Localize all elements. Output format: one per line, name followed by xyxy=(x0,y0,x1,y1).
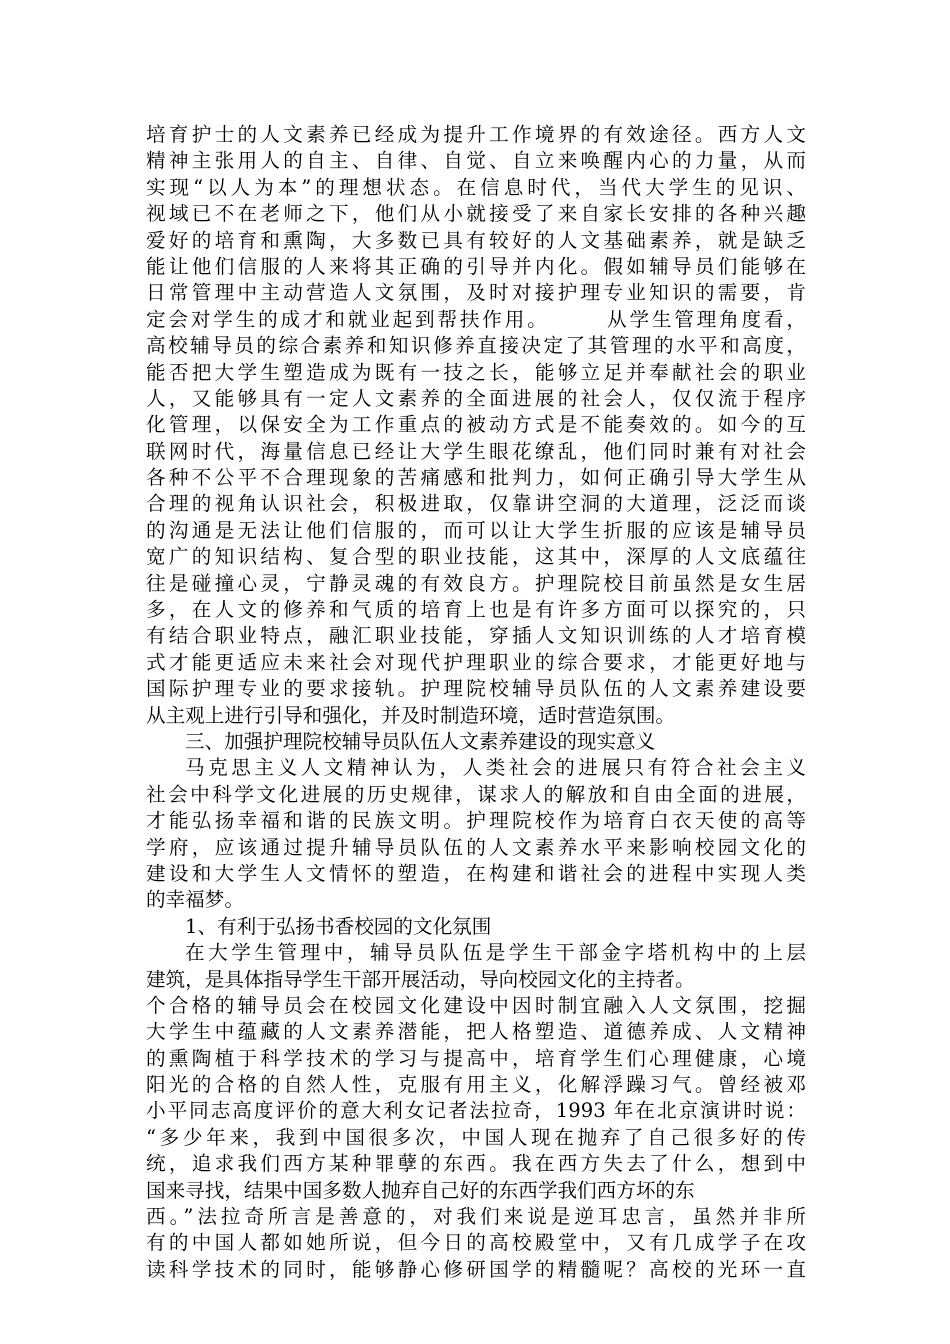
body-text-line: 的沟通是无法让他们信服的，而可以让大学生折服的应该是辅导员 xyxy=(146,518,806,542)
body-text-line: 的熏陶植于科学技术的学习与提高中，培育学生们心理健康，心境 xyxy=(146,1046,806,1070)
body-text-line: 视域已不在老师之下，他们从小就接受了来自家长安排的各种兴趣 xyxy=(146,202,806,226)
document-body xyxy=(146,122,806,1283)
section-heading: 1、有利于弘扬书香校园的文化氛围 xyxy=(185,914,492,938)
body-text-line: 马克思主义人文精神认为，人类社会的进展只有符合社会主义 xyxy=(185,756,806,780)
body-text-line: 有的中国人都如她所说，但今日的高校殿堂中，又有几成学子在攻 xyxy=(146,1231,806,1255)
body-text-line: 国来寻找，结果中国多数人抛弃自己好的东西学我们西方坏的东 xyxy=(146,1178,695,1202)
body-text-line: 高校辅导员的综合素养和知识修养直接决定了其管理的水平和高度， xyxy=(146,334,806,358)
body-text-line: 多，在人文的修养和气质的培育上也是有许多方面可以探究的，只 xyxy=(146,598,806,622)
body-text-line: 国际护理专业的要求接轨。护理院校辅导员队伍的人文素养建设要 xyxy=(146,677,806,701)
body-text-line: 精神主张用人的自主、自律、自觉、自立来唤醒内心的力量，从而 xyxy=(146,149,806,173)
body-text-line: 实现“以人为本”的理想状态。在信息时代，当代大学生的见识、 xyxy=(146,175,806,199)
body-text-line: 化管理，以保安全为工作重点的被动方式是不能奏效的。如今的互 xyxy=(146,413,806,437)
body-text-line: 西。”法拉奇所言是善意的，对我们来说是逆耳忠言，虽然并非所 xyxy=(146,1205,806,1229)
body-text-line: 各种不公平不合理现象的苦痛感和批判力，如何正确引导大学生从 xyxy=(146,466,806,490)
body-text-line: “多少年来，我到中国很多次，中国人现在抛弃了自己很多好的传 xyxy=(146,1125,806,1149)
body-text-line: 小平同志高度评价的意大利女记者法拉奇，1993 年在北京演讲时说： xyxy=(146,1099,806,1123)
body-text-line: 个合格的辅导员会在校园文化建设中因时制宜融入人文氛围，挖掘 xyxy=(146,993,806,1017)
body-text-line: 在大学生管理中，辅导员队伍是学生干部金字塔机构中的上层 xyxy=(185,941,806,965)
body-text-line: 读科学技术的同时，能够静心修研国学的精髓呢？高校的光环一直 xyxy=(146,1257,806,1281)
body-text-line: 联网时代，海量信息已经让大学生眼花缭乱，他们同时兼有对社会 xyxy=(146,439,806,463)
body-text-line: 统，追求我们西方某种罪孽的东西。我在西方失去了什么，想到中 xyxy=(146,1152,806,1176)
body-text-line: 人，又能够具有一定人文素养的全面进展的社会人，仅仅流于程序 xyxy=(146,386,806,410)
body-text-line: 宽广的知识结构、复合型的职业技能，这其中，深厚的人文底蕴往 xyxy=(146,545,806,569)
body-text-line: 定会对学生的成才和就业起到帮扶作用。 从学生管理角度看， xyxy=(146,307,806,331)
body-text-line: 能让他们信服的人来将其正确的引导并内化。假如辅导员们能够在 xyxy=(146,254,806,278)
body-text-line: 合理的视角认识社会，积极进取，仅靠讲空洞的大道理，泛泛而谈 xyxy=(146,492,806,516)
body-text-line: 培育护士的人文素养已经成为提升工作境界的有效途径。西方人文 xyxy=(146,123,806,146)
body-text-line: 能否把大学生塑造成为既有一技之长，能够立足并奉献社会的职业 xyxy=(146,360,806,384)
body-text-line: 从主观上进行引导和强化，并及时制造环境，适时营造氛围。 xyxy=(146,703,676,727)
body-text-line: 建设和大学生人文情怀的塑造，在构建和谐社会的进程中实现人类 xyxy=(146,861,806,885)
body-text-line: 往是碰撞心灵，宁静灵魂的有效良方。护理院校目前虽然是女生居 xyxy=(146,571,806,595)
body-text-line: 阳光的合格的自然人性，克服有用主义，化解浮躁习气。曾经被邓 xyxy=(146,1073,806,1097)
body-text-line: 学府，应该通过提升辅导员队伍的人文素养水平来影响校园文化的 xyxy=(146,835,806,859)
body-text-line: 有结合职业特点，融汇职业技能，穿插人文知识训练的人才培育模 xyxy=(146,624,806,648)
body-text-line: 才能弘扬幸福和谐的民族文明。护理院校作为培育白衣天使的高等 xyxy=(146,809,806,833)
body-text-line: 的幸福梦。 xyxy=(146,888,244,912)
section-heading: 三、加强护理院校辅导员队伍人文素养建设的现实意义 xyxy=(185,729,656,753)
body-text-line: 式才能更适应未来社会对现代护理职业的综合要求，才能更好地与 xyxy=(146,650,806,674)
body-text-line: 建筑，是具体指导学生干部开展活动，导向校园文化的主持者。 xyxy=(146,967,695,991)
body-text-line: 日常管理中主动营造人文氛围，及时对接护理专业知识的需要，肯 xyxy=(146,281,806,305)
body-text-line: 大学生中蕴藏的人文素养潜能，把人格塑造、道德养成、人文精神 xyxy=(146,1020,806,1044)
body-text-line: 社会中科学文化进展的历史规律，谋求人的解放和自由全面的进展， xyxy=(146,782,806,806)
body-text-line: 爱好的培育和熏陶，大多数已具有较好的人文基础素养，就是缺乏 xyxy=(146,228,806,252)
